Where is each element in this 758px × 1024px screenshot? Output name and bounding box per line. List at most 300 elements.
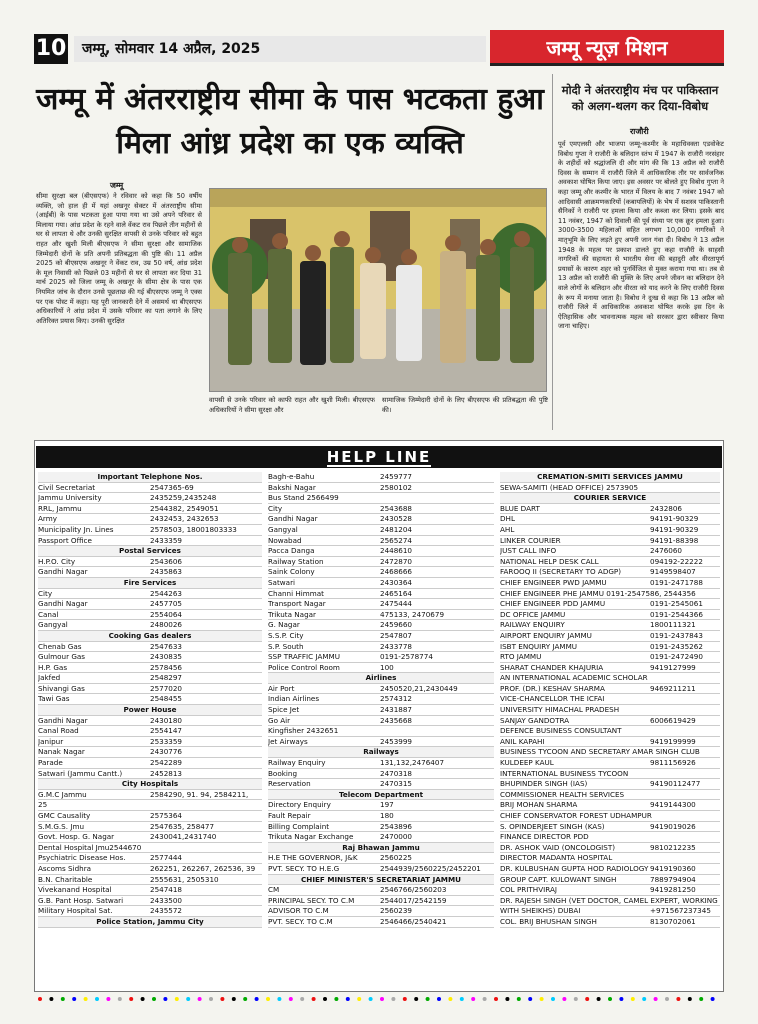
registration-dot	[585, 997, 589, 1001]
helpline-entry	[268, 631, 494, 642]
registration-dot	[186, 997, 190, 1001]
entry-name: CM	[268, 885, 280, 895]
entry-number: 9810212235	[650, 842, 696, 852]
entry-number: +971567237345	[650, 906, 711, 916]
helpline-entry	[500, 758, 720, 769]
helpline-entry	[268, 620, 494, 631]
registration-dot	[49, 997, 53, 1001]
helpline-section-heading: Raj Bhawan Jammu	[268, 843, 494, 854]
entry-name: S.M.G.S. Jmu	[38, 821, 84, 831]
entry-number: 2430364	[380, 577, 413, 587]
registration-dot	[84, 997, 88, 1001]
registration-dot	[61, 997, 65, 1001]
helpline-entry	[500, 599, 720, 610]
entry-number: 94191-90329	[650, 524, 699, 534]
registration-dot	[642, 997, 646, 1001]
entry-number: 2432453, 2432653	[150, 514, 219, 524]
helpline-entry	[38, 737, 262, 748]
entry-number: 9419199999	[650, 736, 696, 746]
entry-name: Pacca Danga	[268, 546, 315, 556]
entry-number: 2430180	[150, 715, 183, 725]
helpline-entry	[38, 493, 262, 504]
helpline-entry	[500, 875, 720, 886]
helpline-entry	[268, 610, 494, 621]
registration-dot	[141, 997, 145, 1001]
entry-name: Govt. Hosp. G. Nagar	[38, 832, 115, 842]
entry-number: 100	[380, 662, 394, 672]
entry-number: 2554064	[150, 609, 183, 619]
entry-name: SHARAT CHANDER KHAJURIA	[500, 662, 604, 672]
entry-name: Psychiatric Disease Hos.	[38, 853, 126, 863]
entry-number: 9811156926	[650, 758, 696, 768]
entry-name: G. Nagar	[268, 620, 300, 630]
entry-number: 2465164	[380, 588, 413, 598]
helpline-entry	[500, 525, 720, 536]
helpline-entry	[38, 896, 262, 907]
registration-dot	[608, 997, 612, 1001]
entry-name: S.P. South	[268, 641, 304, 651]
entry-number: 2452813	[150, 768, 183, 778]
helpline-entry	[38, 504, 262, 515]
entry-name: DIRECTOR MADANTA HOSPITAL	[500, 853, 613, 863]
helpline-entry	[38, 673, 262, 684]
entry-name: INTERNATIONAL BUSINESS TYCOON	[500, 768, 629, 778]
entry-name: Billing Complaint	[268, 821, 330, 831]
helpline-entry	[268, 694, 494, 705]
helpline-entry	[38, 906, 262, 917]
entry-number: 2544382, 2549051	[150, 503, 219, 513]
helpline-entry	[268, 758, 494, 769]
entry-name: B.N. Charitable	[38, 874, 93, 884]
entry-name: AHL	[500, 524, 515, 534]
entry-number: 2575364	[150, 811, 183, 820]
helpline-entry	[38, 843, 262, 854]
helpline-entry	[38, 716, 262, 727]
entry-number: 0191-2578774	[380, 652, 433, 662]
entry-number: 9419281250	[650, 885, 696, 895]
helpline-entry	[500, 832, 720, 843]
helpline-entry	[500, 896, 720, 907]
entry-name: Gandhi Nagar	[38, 599, 88, 609]
registration-dot	[597, 997, 601, 1001]
helpline-entry	[500, 906, 720, 917]
helpline-entry	[38, 567, 262, 578]
registration-dot	[369, 997, 373, 1001]
entry-name: ADVISOR TO C.M	[268, 906, 329, 916]
masthead: जम्मू न्यूज़ मिशन	[490, 30, 724, 66]
entry-name: Nowabad	[268, 535, 302, 545]
helpline-entry	[38, 769, 262, 780]
entry-number: 8130702061	[650, 916, 696, 926]
helpline-entry	[268, 514, 494, 525]
entry-name: Railway Enquiry	[268, 758, 326, 768]
helpline-entry	[38, 589, 262, 600]
entry-number: 2560239	[380, 906, 413, 916]
helpline-entry	[500, 610, 720, 621]
entry-name: BRIJ MOHAN SHARMA	[500, 800, 578, 810]
entry-name: PROF. (DR.) KESHAV SHARMA	[500, 683, 605, 693]
entry-number: 0191-2471788	[650, 577, 703, 587]
registration-dot	[551, 997, 555, 1001]
helpline-entry	[268, 779, 494, 790]
entry-number: 2574312	[380, 694, 413, 704]
entry-name: Parade	[38, 758, 63, 768]
registration-dot	[334, 997, 338, 1001]
entry-name: Trikuta Nagar	[268, 609, 316, 619]
entry-name: DHL	[500, 514, 515, 524]
registration-dot	[289, 997, 293, 1001]
entry-number: 2430776	[150, 747, 183, 757]
entry-number: 94191-90329	[650, 514, 699, 524]
entry-number: 2580102	[380, 482, 413, 492]
registration-dot	[300, 997, 304, 1001]
entry-number: 2453999	[380, 736, 413, 746]
entry-name: Tawi Gas	[38, 694, 70, 704]
registration-dot	[540, 997, 544, 1001]
entry-name: BHUPINDER SINGH (IAS)	[500, 779, 588, 789]
helpline-entry	[38, 864, 262, 875]
helpline-title: HELP LINE	[36, 446, 722, 468]
entry-name: NATIONAL HELP DESK CALL	[500, 556, 599, 566]
entry-number: 0191-2545061	[650, 599, 703, 609]
helpline-entry	[500, 620, 720, 631]
entry-number: 180	[380, 811, 394, 820]
entry-number: 2435668	[380, 715, 413, 725]
helpline-entry	[500, 546, 720, 557]
entry-name: Police Control Room	[268, 662, 340, 672]
entry-name: Canal	[38, 609, 59, 619]
helpline-section-heading: Cooking Gas dealers	[38, 631, 262, 642]
helpline-entry	[500, 800, 720, 811]
entry-name: Canal Road	[38, 726, 79, 736]
helpline-entry	[268, 917, 494, 928]
helpline-entry	[268, 684, 494, 695]
entry-number: 2470318	[380, 768, 413, 778]
entry-name: BLUE DART	[500, 503, 540, 513]
entry-number: 2577020	[150, 683, 183, 693]
entry-name: Railway Station	[268, 556, 324, 566]
entry-name: City	[268, 503, 283, 513]
helpline-entry	[500, 642, 720, 653]
registration-dot	[95, 997, 99, 1001]
entry-name: Jet Airways	[268, 736, 308, 746]
entry-name: Gulmour Gas	[38, 652, 86, 662]
entry-name: H.P. Gas	[38, 662, 68, 672]
entry-number: 0191-2472490	[650, 652, 703, 662]
entry-number: 2476060	[650, 546, 683, 556]
helpline-entry	[500, 536, 720, 547]
helpline-entry	[500, 737, 720, 748]
registration-dot	[255, 997, 259, 1001]
helpline-section-heading: Police Station, Jammu City	[38, 917, 262, 928]
entry-name: KULDEEP KAUL	[500, 758, 554, 768]
entry-name: Passport Office	[38, 535, 92, 545]
entry-name: Gandhi Nagar	[268, 514, 318, 524]
entry-number: 2544939/2560225/2452201	[380, 863, 481, 873]
registration-dot	[711, 997, 715, 1001]
helpline-entry	[268, 811, 494, 822]
entry-number: 2435259,2435248	[150, 493, 217, 503]
entry-number: 094192-22222	[650, 556, 703, 566]
entry-name: Trikuta Nagar Exchange	[268, 832, 354, 842]
registration-dot	[266, 997, 270, 1001]
helpline-entry	[268, 525, 494, 536]
helpline-entry	[38, 663, 262, 674]
helpline-entry	[500, 853, 720, 864]
entry-number: 2543688	[380, 503, 413, 513]
helpline-entry	[500, 885, 720, 896]
registration-dot	[277, 997, 281, 1001]
registration-dot	[163, 997, 167, 1001]
helpline-entry	[500, 779, 720, 790]
entry-name: UNIVERSITY HIMACHAL PRADESH	[500, 705, 620, 715]
entry-number: 2480026	[150, 620, 183, 630]
entry-name: Kingfisher 2432651	[268, 726, 339, 736]
helpline-entry	[38, 800, 262, 811]
entry-name: SSP TRAFFIC JAMMU	[268, 652, 341, 662]
entry-number: 2450520,21,2430449	[380, 683, 458, 693]
entry-name: LINKER COURIER	[500, 535, 561, 545]
helpline-entry	[268, 472, 494, 483]
registration-dot	[198, 997, 202, 1001]
registration-dot	[357, 997, 361, 1001]
entry-number: 2578456	[150, 662, 183, 672]
entry-number: 9419011247​7	[650, 779, 701, 789]
entry-number: 94191-88398	[650, 535, 699, 545]
registration-dot	[346, 997, 350, 1001]
entry-name: Jakfed	[38, 673, 61, 683]
main-body-col3: सामाजिक जिम्मेदारी दोनों के लिए बीएसएफ की प्रतिबद्धता की पुष्टि की।	[382, 396, 548, 414]
entry-number: 0191-2544366	[650, 609, 703, 619]
helpline-entry	[500, 504, 720, 515]
helpline-entry	[500, 567, 720, 578]
helpline-entry	[38, 747, 262, 758]
entry-name: Directory Enquiry	[268, 800, 331, 810]
entry-number: 2457705	[150, 599, 183, 609]
entry-name: COL. BRIJ BHUSHAN SINGH	[500, 916, 597, 926]
helpline-entry	[38, 483, 262, 494]
entry-number: 2430528	[380, 514, 413, 524]
entry-name: FINANCE DIRECTOR PDD	[500, 832, 589, 842]
helpline-entry	[38, 620, 262, 631]
entry-name: GMC Causality	[38, 811, 91, 820]
entry-number: 2542289	[150, 758, 183, 768]
entry-number: 9149598407	[650, 567, 696, 577]
registration-dot	[494, 997, 498, 1001]
registration-dot	[448, 997, 452, 1001]
registration-dot	[391, 997, 395, 1001]
news-photo	[209, 188, 547, 392]
entry-name: BUSINESS TYCOON AND SECRETARY AMAR SINGH CLUB	[500, 747, 700, 757]
entry-name: G.B. Pant Hosp. Satwari	[38, 895, 124, 905]
registration-dot	[517, 997, 521, 1001]
helpline-entry	[500, 864, 720, 875]
entry-number: 7889794904	[650, 874, 696, 884]
entry-name: Civil Secretariat	[38, 482, 96, 492]
entry-name: DC OFFICE JAMMU	[500, 609, 566, 619]
entry-number: 2470315	[380, 779, 413, 789]
helpline-entry	[38, 885, 262, 896]
helpline-section-heading: Power House	[38, 705, 262, 716]
entry-number: 2546766/2560203	[380, 885, 447, 895]
entry-number: 1800111321	[650, 620, 696, 630]
entry-name: DR. RAJESH SINGH (VET DOCTOR, CAMEL EXPERT, WORKING	[500, 895, 718, 905]
entry-name: Go Air	[268, 715, 291, 725]
entry-name: Nanak Nagar	[38, 747, 85, 757]
helpline-entry	[268, 567, 494, 578]
entry-name: WITH SHEIKHS) DUBAI	[500, 906, 581, 916]
helpline-entry	[38, 758, 262, 769]
entry-number: 2472870	[380, 556, 413, 566]
entry-name: Channi Himmat	[268, 588, 324, 598]
helpline-entry	[268, 589, 494, 600]
entry-number: 475133, 2470679	[380, 609, 445, 619]
entry-number: 2430041,2431740	[150, 832, 217, 842]
helpline-entry	[268, 769, 494, 780]
helpline-entry	[38, 853, 262, 864]
helpline-section-heading: CREMATION-SMITI SERVICES JAMMU	[500, 472, 720, 483]
helpline-entry	[500, 726, 720, 737]
helpline-entry	[268, 885, 494, 896]
helpline-entry	[38, 684, 262, 695]
helpline-entry	[500, 578, 720, 589]
registration-dot	[437, 997, 441, 1001]
entry-name: CHIEF ENGINEER PDD JAMMU	[500, 599, 606, 609]
helpline-entry	[38, 610, 262, 621]
helpline-section-heading: Important Telephone Nos.	[38, 472, 262, 483]
helpline-entry	[500, 694, 720, 705]
entry-name: GROUP CAPT. KULOWANT SINGH	[500, 874, 617, 884]
entry-name: Satwari	[268, 577, 296, 587]
helpline-entry	[38, 875, 262, 886]
registration-dot	[118, 997, 122, 1001]
main-dateline: जम्मू	[110, 181, 124, 190]
registration-dot	[631, 997, 635, 1001]
helpline-entry	[500, 747, 720, 758]
entry-number: 2578503, 18001803333	[150, 524, 237, 534]
helpline-entry	[268, 557, 494, 568]
entry-number: 2470000	[380, 832, 413, 842]
entry-number: 262251, 262267, 262536, 39	[150, 863, 256, 873]
helpline-entry	[268, 716, 494, 727]
entry-name: Indian Airlines	[268, 694, 320, 704]
helpline-entry	[500, 917, 720, 928]
registration-dot	[220, 997, 224, 1001]
helpline-section-heading: Fire Services	[38, 578, 262, 589]
entry-name: Ascoms Sidhra	[38, 863, 92, 873]
registration-dot	[232, 997, 236, 1001]
entry-name: PVT. SECY. TO H.E.G	[268, 863, 340, 873]
entry-name: Saink Colony	[268, 567, 315, 577]
entry-name: Booking	[268, 768, 298, 778]
entry-name: PRINCIPAL SECY. TO C.M	[268, 895, 355, 905]
entry-name: FAROOQ II (SECRETARY TO ADGP)	[500, 567, 622, 577]
helpline-entry	[500, 483, 720, 494]
helpline-col2	[268, 472, 494, 928]
helpline-entry	[268, 652, 494, 663]
entry-name: H.P.O. City	[38, 556, 76, 566]
helpline-entry	[268, 853, 494, 864]
main-body-col1: सीमा सुरक्षा बल (बीएसएफ) ने रविवार को कहा कि 50 वर्षीय व्यक्ति, जो हाल ही में यहां अखनूर सेक्टर में अंतरराष्ट्रीय सीमा (आईबी) के पास भटकता हुआ पाया गया था उसे अपने परिवार से मिलाया गया। आंध्र प्रदेश के रहने वाले वेंकट राव पिछले तीन महीनों से घर से लापता थे और उनकी सुरक्षित वापसी से उनके परिवार को बहुत राहत और खुशी मिली बीएसएफ ने सीमा सुरक्षा और सामाजिक जिम्मेदारी दोनों के प्रति अपनी प्रतिबद्धता की पुष्टि की। 11 अप्रैल 2025 को बीएसएफ अखनूर ने वेंकट राव, उम्र 50 वर्ष, आंध्र प्रदेश के मूल निवासी को पिछले 03 महीनों से घर से लापता कर दिया 31 मार्च 2025 को जिला जम्मू के अखनूर के सीमा क्षेत्र के पास एक नियमित जांच के दौरान उनसे पूछताछ की गई बीएसएफ जम्मू ने एक्स पर एक पोस्ट में कहा। यह पूरी जानकारी देने में असमर्थ था बीएसएफ अधिकारियों ने आंध्र प्रदेश में उसके परिवार का पता लगाने के लिए अतिरिक्त प्रयास किए। उनकी सुरक्षित	[36, 192, 202, 325]
helpline-entry	[38, 832, 262, 843]
entry-number: 2533359	[150, 736, 183, 746]
entry-name: H.E THE GOVERNOR, J&K	[268, 853, 358, 863]
entry-number: 2543896	[380, 821, 413, 831]
helpline-entry	[268, 546, 494, 557]
helpline-entry	[268, 832, 494, 843]
entry-name: COL PRITHVIRAJ	[500, 885, 557, 895]
entry-name: Army	[38, 514, 58, 524]
entry-number: 2435863	[150, 567, 183, 577]
registration-dot	[129, 997, 133, 1001]
helpline-col3	[500, 472, 720, 928]
helpline-section-heading: Postal Services	[38, 546, 262, 557]
entry-name: RAILWAY ENQUIRY	[500, 620, 565, 630]
entry-name: RTO JAMMU	[500, 652, 542, 662]
entry-number: 6006619429	[650, 715, 696, 725]
helpline-entry	[500, 514, 720, 525]
helpline-entry	[268, 642, 494, 653]
entry-name: VICE-CHANCELLOR THE ICFAI	[500, 694, 605, 704]
registration-dot	[471, 997, 475, 1001]
helpline-entry	[500, 557, 720, 568]
entry-number: 2548455	[150, 694, 183, 704]
helpline-entry	[268, 599, 494, 610]
registration-dot	[688, 997, 692, 1001]
helpline-entry	[500, 843, 720, 854]
helpline-section-heading: Telecom Department	[268, 790, 494, 801]
entry-number: 2547418	[150, 885, 183, 895]
helpline-section-heading: COURIER SERVICE	[500, 493, 720, 504]
entry-name: Transport Nagar	[268, 599, 326, 609]
registration-dot	[209, 997, 213, 1001]
entry-number: 2433359	[150, 535, 183, 545]
entry-number: 9469211211	[650, 683, 696, 693]
entry-number: 2430835	[150, 652, 183, 662]
entry-name: Shivangi Gas	[38, 683, 85, 693]
helpline-entry	[500, 716, 720, 727]
registration-dot	[403, 997, 407, 1001]
entry-number: 2547365-69	[150, 482, 194, 492]
entry-number: 2432806	[650, 503, 683, 513]
registration-dot	[312, 997, 316, 1001]
main-body-col2: वापसी से उनके परिवार को काफी राहत और खुशी मिली। बीएसएफ अधिकारियों ने सीमा सुरक्षा और	[209, 396, 375, 414]
entry-name: CHIEF ENGINEER PWD JAMMU	[500, 577, 607, 587]
entry-number: 2475444	[380, 599, 413, 609]
entry-name: Gangyal	[38, 620, 68, 630]
helpline-entry	[500, 822, 720, 833]
entry-name: ANIL KAPAHI	[500, 736, 545, 746]
entry-number: 2577444	[150, 853, 183, 863]
registration-dot	[619, 997, 623, 1001]
helpline-entry	[268, 800, 494, 811]
side-headline: मोदी ने अंतरराष्ट्रीय मंच पर पाकिस्तान को अलग-थलग कर दिया-विबोध	[561, 83, 719, 113]
entry-name: SEWA-SAMITI (HEAD OFFICE) 2573905	[500, 482, 639, 492]
helpline-entry	[38, 514, 262, 525]
helpline-entry	[500, 631, 720, 642]
entry-name: DEFENCE BUSINESS CONSULTANT	[500, 726, 622, 736]
entry-number: 2565274	[380, 535, 413, 545]
helpline-entry	[38, 599, 262, 610]
entry-name: Spice Jet	[268, 705, 300, 715]
helpline-entry	[500, 652, 720, 663]
registration-dot	[38, 997, 42, 1001]
color-registration-dots	[34, 996, 724, 1002]
side-body: पूर्व एमएलसी और भाजपा जम्मू-कश्मीर के महाधिवक्ता एडवोकेट विबोध गुप्ता ने राजौरी के बलिदान स्तंभ में 1947 के राजौरी नरसंहार के शहीदों को श्रद्धांजलि दी और मांग की कि 13 अप्रैल को राजौरी दिवस के सम्मान में राजौरी जिले में आधिकारिक तौर पर सार्वजनिक अवकाश घोषित किया जाए। इस अवसर पर बोलते हुए विबोध गुप्ता ने कहा जम्मू और कश्मीर के भारत में विलय के बाद 7 नवंबर 1947 को आदिवासी आक्रमणकारियों (कबायलियों) के भेष में सशस्त्र पाकिस्तानी सैनिकों ने राजौरी पर हमला किया और कब्जा कर लिया। इसके बाद 11 नवंबर, 1947 को दिवाली की पूर्व संध्या पर एक क्रूर हमला हुआ। 3000-3500 महिलाओं सहित लगभग 10,000 नागरिकों ने मातृभूमि के लिए लड़ते हुए अपनी जान गंवा दी। विबोध ने 13 अप्रैल 1948 के महत्व पर प्रकाश डालते हुए कहा राजौरी के साहसी नागरिकों की सहायता से भारतीय सेना की बहादुरी और वीरतापूर्ण प्रयासों के कारण शहर को पुनर्विजित से मुक्त कराया गया था। तब से 13 अप्रैल को राजौरी की मुक्ति के लिए अपने जीवन का बलिदान देने वाले लोगों के बलिदान और वीरता को याद करने के लिए राजौरी दिवस के रूप में मनाया जाता है। विबोध ने दुःख से कहा कि 13 अप्रैल को राजौरी जिले में आधिकारिक अवकाश घोषित करके इस दिन के ऐतिहासिक और भावनात्मक महत्व को सरकार द्वारा स्वीकार किया जाना चाहिए।	[558, 140, 724, 331]
helpline-section-heading: CHIEF MINISTER'S SECRETARIAT JAMMU	[268, 875, 494, 886]
helpline-entry	[38, 642, 262, 653]
helpline-entry	[500, 684, 720, 695]
